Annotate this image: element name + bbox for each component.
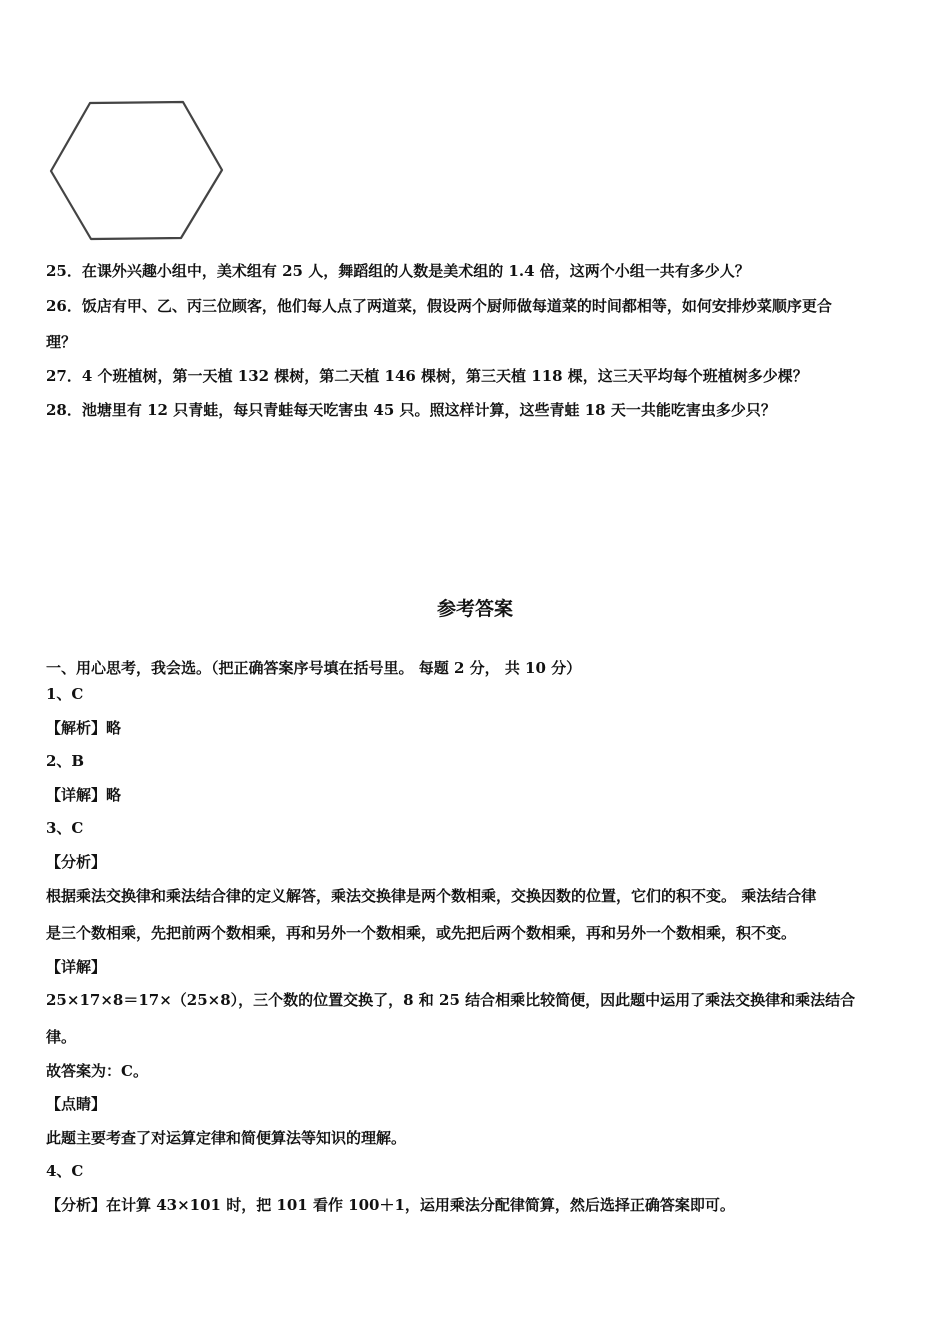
answer-3-comment: 此题主要考查了对运算定律和简便算法等知识的理解。 xyxy=(46,1129,407,1147)
question-25: 25．在课外兴趣小组中，美术组有 25 人，舞蹈组的人数是美术组的 1.4 倍，这两个小组一共有多少人？ xyxy=(46,262,750,280)
answer-1-analysis: 【解析】略 xyxy=(46,719,122,737)
hexagon-figure xyxy=(48,98,226,243)
question-26-continued: 理？ xyxy=(46,333,77,351)
section-heading: 一、用心思考，我会选。（把正确答案序号填在括号里。 每题 2 分， 共 10 分） xyxy=(46,659,582,677)
answer-3-comment-label: 【点睛】 xyxy=(46,1095,107,1113)
answer-3-detail-line-2: 律。 xyxy=(46,1028,77,1046)
answer-2-detail: 【详解】略 xyxy=(46,786,122,804)
answer-title: 参考答案 xyxy=(436,598,513,620)
answer-3-detail-line-1: 25×17×8＝17×（25×8），三个数的位置交换了，8 和 25 结合相乘比较简便，因此题中运用了乘法交换律和乘法结合 xyxy=(46,991,856,1009)
answer-3: 3、C xyxy=(46,819,84,837)
answer-3-analysis-line-1: 根据乘法交换律和乘法结合律的定义解答，乘法交换律是两个数相乘，交换因数的位置，它们的积不变。 乘法结合律 xyxy=(46,887,817,905)
question-27: 27．4 个班植树，第一天植 132 棵树，第二天植 146 棵树，第三天植 118 棵，这三天平均每个班植树多少棵？ xyxy=(46,367,808,385)
question-26: 26．饭店有甲、乙、丙三位顾客，他们每人点了两道菜，假设两个厨师做每道菜的时间都相等，如何安排炒菜顺序更合 xyxy=(46,297,832,315)
answer-3-analysis-label: 【分析】 xyxy=(46,853,107,871)
answer-4-analysis: 【分析】在计算 43×101 时，把 101 看作 100＋1，运用乘法分配律简算，然后选择正确答案即可。 xyxy=(46,1196,735,1214)
answer-2: 2、B xyxy=(46,752,85,770)
answer-3-detail-label: 【详解】 xyxy=(46,958,107,976)
answer-3-analysis-line-2: 是三个数相乘，先把前两个数相乘，再和另外一个数相乘，或先把后两个数相乘，再和另外一个数相乘，积不变。 xyxy=(46,924,797,942)
answer-4: 4、C xyxy=(46,1162,84,1180)
answer-1: 1、C xyxy=(46,685,84,703)
hexagon-shape-icon xyxy=(51,102,222,239)
question-28: 28．池塘里有 12 只青蛙，每只青蛙每天吃害虫 45 只。照这样计算，这些青蛙 18 天一共能吃害虫多少只？ xyxy=(46,401,776,419)
answer-3-conclusion: 故答案为：C。 xyxy=(46,1062,148,1080)
